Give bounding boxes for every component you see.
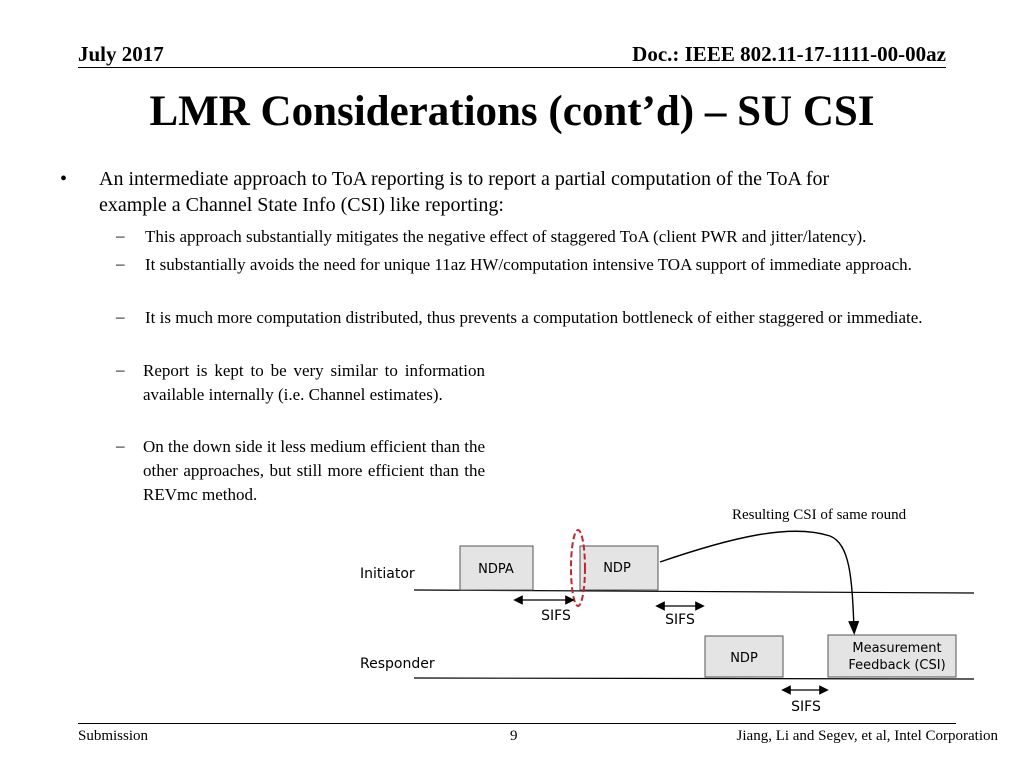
csi-timing-diagram bbox=[350, 528, 980, 718]
header-doc-id: Doc.: IEEE 802.11-17-1111-00-00az bbox=[632, 42, 946, 66]
slide-title: LMR Considerations (cont’d) – SU CSI bbox=[149, 88, 875, 135]
bullet-text-line2: example a Channel State Info (CSI) like reporting: bbox=[99, 194, 504, 216]
responder-label: Responder bbox=[360, 656, 435, 672]
bullet-text-line1: An intermediate approach to ToA reporting is to report a partial computation of the ToA for bbox=[99, 168, 830, 190]
ndpa-label: NDPA bbox=[478, 562, 514, 577]
responder-timeline bbox=[414, 678, 974, 679]
initiator-label: Initiator bbox=[360, 566, 415, 582]
header-date: July 2017 bbox=[78, 42, 164, 66]
dash-marker: – bbox=[116, 436, 125, 455]
subitem-4: Report is kept to be very similar to information available internally (i.e. Channel estimates). bbox=[143, 361, 485, 404]
dash-marker: – bbox=[116, 360, 125, 379]
sifs-label-1: SIFS bbox=[541, 608, 571, 624]
footer-page-number: 9 bbox=[510, 728, 518, 744]
initiator-ndp-label: NDP bbox=[603, 561, 631, 576]
subitem-1: This approach substantially mitigates the negative effect of staggered ToA (client PWR and jitter/latency). bbox=[145, 227, 867, 246]
sifs-label-2: SIFS bbox=[665, 612, 695, 628]
subitem-5: On the down side it less medium efficient than the other approaches, but still more efficient than the REVmc method. bbox=[143, 437, 485, 504]
subitem-2: It substantially avoids the need for unique 11az HW/computation intensive TOA support of immediate approach. bbox=[145, 255, 912, 274]
responder-ndp-label: NDP bbox=[730, 651, 758, 666]
sifs-label-3: SIFS bbox=[791, 699, 821, 715]
footer-authors: Jiang, Li and Segev, et al, Intel Corporation bbox=[736, 728, 998, 744]
diagram-caption: Resulting CSI of same round bbox=[732, 507, 907, 523]
footer-submission: Submission bbox=[78, 728, 149, 744]
feedback-label-line2: Feedback (CSI) bbox=[848, 658, 946, 673]
header-rule bbox=[78, 67, 946, 68]
dash-marker: – bbox=[116, 254, 125, 273]
subitem-3: It is much more computation distributed, thus prevents a computation bottleneck of either staggered or immediate. bbox=[145, 308, 923, 327]
footer-rule bbox=[78, 723, 956, 724]
dash-marker: – bbox=[116, 226, 125, 245]
dash-marker: – bbox=[116, 307, 125, 326]
feedback-label-line1: Measurement bbox=[852, 641, 942, 656]
bullet-marker: • bbox=[60, 168, 68, 190]
